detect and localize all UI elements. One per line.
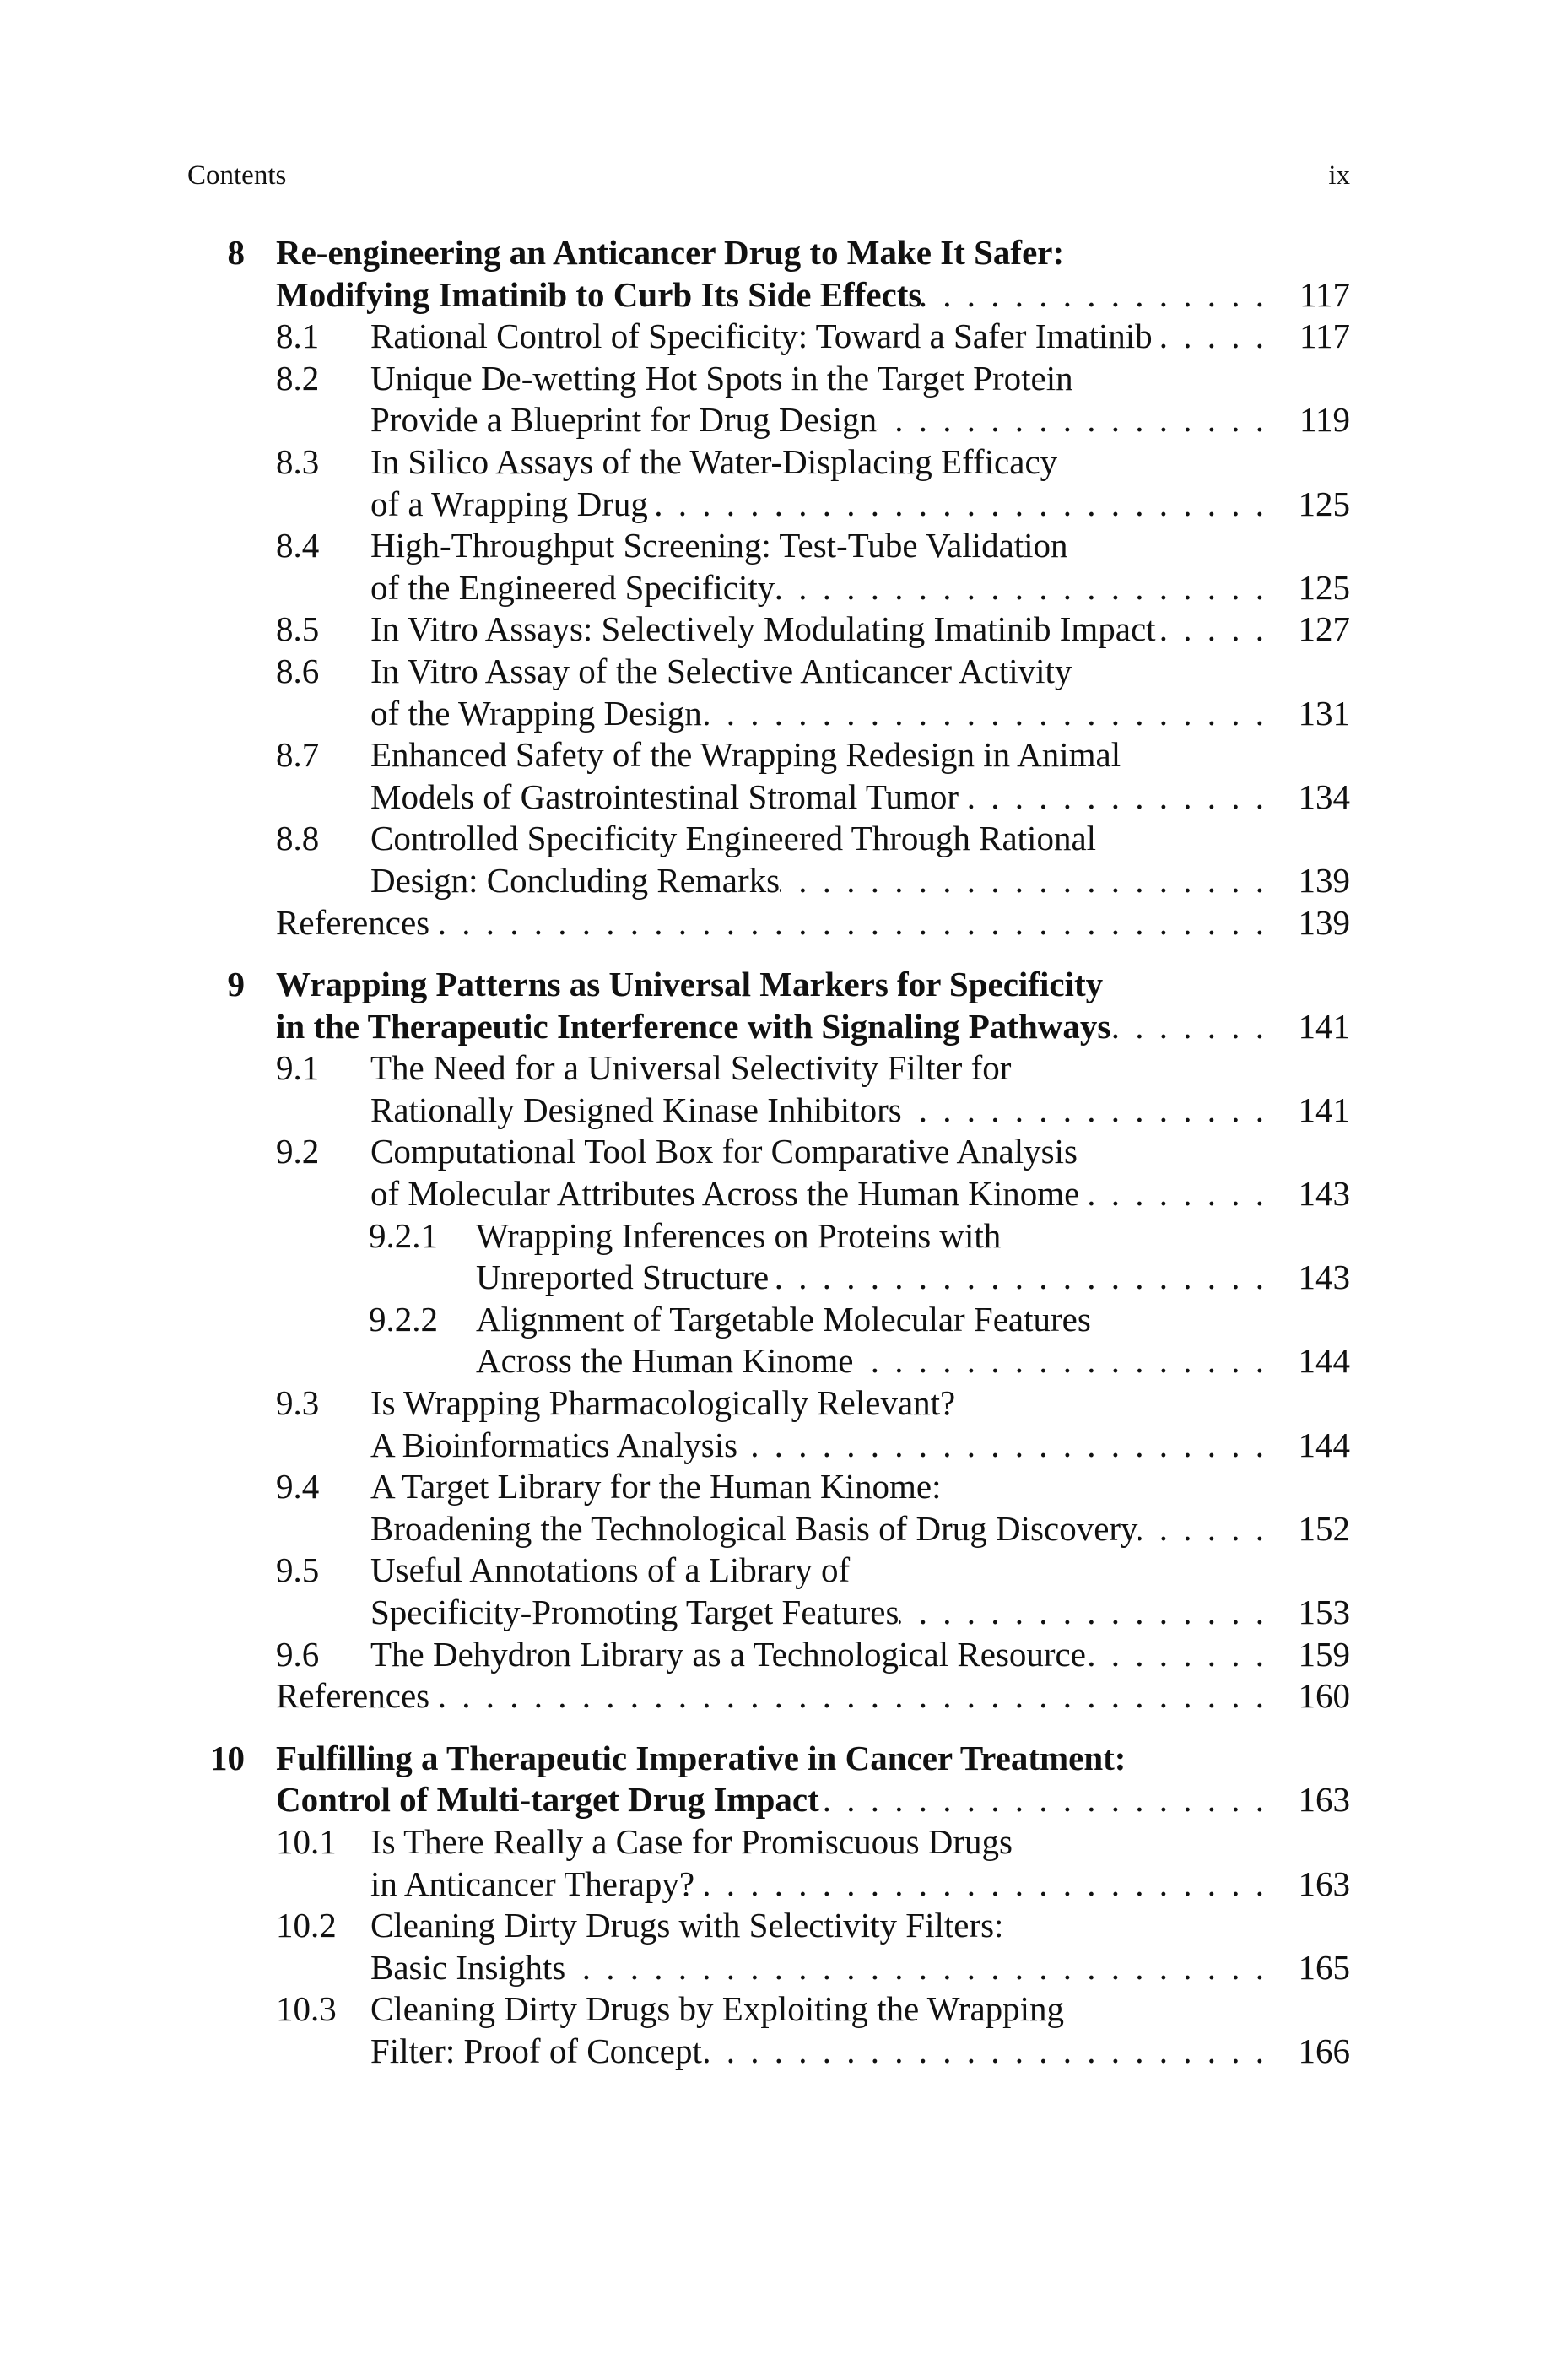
- dot-leader: [769, 1257, 1264, 1299]
- section-entry-line: [0, 693, 1545, 735]
- section-entry-title: In Vitro Assay of the Selective Anticancer Activity: [370, 651, 1072, 690]
- dot-leader: [702, 693, 1264, 735]
- section-entry-line: [0, 567, 1545, 609]
- section-entry-text: [370, 316, 1264, 358]
- section-entry-title: Rational Control of Specificity: Toward a Safer Imatinib: [370, 316, 1153, 356]
- section-entry-text: [370, 1466, 1264, 1508]
- section-entry-page: 159: [1298, 1634, 1350, 1674]
- section-entry-text: [370, 776, 1264, 819]
- chapter-entry-title: Fulfilling a Therapeutic Imperative in Cancer Treatment:: [276, 1738, 1126, 1777]
- section-entry-line: [0, 358, 1545, 400]
- dot-leader: [429, 1675, 1264, 1717]
- references-entry-page: 160: [1298, 1676, 1350, 1716]
- section-entry-number: 9.5: [276, 1550, 320, 1590]
- dot-leader: [1110, 1006, 1264, 1048]
- chapter-entry-text: [276, 274, 1264, 316]
- section-entry-title: of Molecular Attributes Across the Human Kinome: [370, 1174, 1080, 1214]
- chapter-entry-line: [0, 232, 1545, 274]
- section-entry-line: [0, 1382, 1545, 1425]
- section-entry-text: [370, 734, 1264, 776]
- section-entry-line: [0, 818, 1545, 860]
- section-entry-text: [370, 1173, 1264, 1215]
- chapter-entry-title: Wrapping Patterns as Universal Markers for Specificity: [276, 965, 1104, 1004]
- references-entry-line: [0, 902, 1545, 944]
- section-entry-title: Computational Tool Box for Comparative Analysis: [370, 1132, 1078, 1171]
- section-entry-page: 163: [1298, 1863, 1350, 1903]
- chapter-entry-line: [0, 1779, 1545, 1821]
- section-entry-line: [0, 734, 1545, 776]
- section-entry-text: [370, 1382, 1264, 1425]
- section-entry-title: The Dehydron Library as a Technological Resource: [370, 1634, 1086, 1674]
- section-entry-text: [370, 1425, 1264, 1467]
- section-entry-text: [370, 1550, 1264, 1592]
- chapter-entry-title: Control of Multi-target Drug Impact: [276, 1780, 819, 1820]
- section-entry-text: [370, 1634, 1264, 1676]
- dot-leader: [429, 902, 1264, 944]
- section-entry-page: 125: [1298, 567, 1350, 607]
- section-entry-title: Specificity-Promoting Target Features: [370, 1593, 899, 1631]
- subsection-entry-title: Unreported Structure: [476, 1258, 770, 1297]
- section-entry-page: 134: [1298, 776, 1350, 816]
- section-entry-text: [370, 1821, 1264, 1863]
- section-entry-number: 8.1: [276, 316, 320, 356]
- section-entry-number: 9.6: [276, 1634, 320, 1674]
- section-entry-text: [370, 693, 1264, 735]
- section-entry-text: [370, 1508, 1264, 1550]
- section-entry-number: 8.4: [276, 526, 320, 565]
- section-entry-title: In Silico Assays of the Water-Displacing Efficacy: [370, 441, 1058, 481]
- section-entry-text: [370, 2031, 1264, 2073]
- dot-leader: [1153, 316, 1264, 358]
- references-entry-page: 139: [1298, 902, 1350, 942]
- section-entry-number: 10.2: [276, 1906, 337, 1945]
- section-entry-line: [0, 651, 1545, 693]
- section-entry-title: Filter: Proof of Concept: [370, 2031, 702, 2070]
- subsection-entry-text: [476, 1340, 1264, 1382]
- section-entry-line: [0, 1131, 1545, 1173]
- section-entry-line: [0, 1947, 1545, 1989]
- chapter-entry-page: 163: [1298, 1780, 1350, 1820]
- section-entry-number: 8.7: [276, 735, 320, 775]
- section-entry-page: 165: [1298, 1947, 1350, 1987]
- section-entry-page: 143: [1298, 1174, 1350, 1214]
- section-entry-text: [370, 1047, 1264, 1090]
- section-entry-title: in Anticancer Therapy?: [370, 1863, 695, 1903]
- chapter-entry-title: Modifying Imatinib to Curb Its Side Effects: [276, 274, 922, 314]
- table-of-contents: [0, 232, 1545, 2073]
- section-entry-title: A Bioinformatics Analysis: [370, 1425, 738, 1464]
- subsection-entry-number: 9.2.1: [369, 1215, 438, 1255]
- section-entry-text: [370, 525, 1264, 567]
- dot-leader: [1079, 1173, 1264, 1215]
- section-entry-page: 144: [1298, 1425, 1350, 1464]
- section-entry-number: 10.3: [276, 1989, 337, 2029]
- section-entry-title: of the Wrapping Design: [370, 693, 702, 733]
- subsection-entry-page: 144: [1298, 1341, 1350, 1381]
- section-entry-line: [0, 860, 1545, 902]
- dot-leader: [775, 567, 1264, 609]
- section-entry-page: 119: [1299, 400, 1350, 440]
- section-entry-title: Broadening the Technological Basis of Drug Discovery: [370, 1508, 1138, 1548]
- section-entry-text: [370, 441, 1264, 484]
- section-entry-number: 9.4: [276, 1467, 320, 1506]
- section-entry-number: 8.8: [276, 819, 320, 858]
- section-entry-number: 9.3: [276, 1383, 320, 1423]
- dot-leader: [899, 1592, 1264, 1634]
- subsection-entry-title: Across the Human Kinome: [476, 1341, 854, 1381]
- chapter-entry-text: [276, 964, 1264, 1006]
- dot-leader: [1138, 1508, 1264, 1550]
- section-entry-title: Useful Annotations of a Library of: [370, 1550, 851, 1590]
- section-entry-line: [0, 1863, 1545, 1906]
- section-entry-line: [0, 776, 1545, 819]
- section-entry-title: Enhanced Safety of the Wrapping Redesign in Animal: [370, 735, 1121, 775]
- section-entry-title: of the Engineered Specificity: [370, 567, 775, 607]
- section-entry-line: [0, 1905, 1545, 1947]
- section-entry-title: The Need for a Universal Selectivity Filter for: [370, 1048, 1012, 1088]
- section-entry-page: 166: [1298, 2031, 1350, 2070]
- section-entry-text: [370, 1131, 1264, 1173]
- section-entry-page: 117: [1299, 316, 1350, 356]
- subsection-entry-line: [0, 1215, 1545, 1258]
- chapter-entry-number: 10: [210, 1738, 245, 1777]
- dot-leader: [1086, 1634, 1264, 1676]
- section-entry-text: [370, 818, 1264, 860]
- section-entry-line: [0, 316, 1545, 358]
- chapter-entry-text: [276, 232, 1264, 274]
- section-entry-line: [0, 2031, 1545, 2073]
- running-title: Contents: [187, 160, 287, 191]
- section-entry-title: Cleaning Dirty Drugs with Selectivity Filters:: [370, 1906, 1004, 1945]
- section-entry-title: Is Wrapping Pharmacologically Relevant?: [370, 1383, 956, 1423]
- subsection-entry-text: [476, 1215, 1264, 1258]
- section-entry-page: 131: [1298, 693, 1350, 733]
- chapter-entry-line: [0, 274, 1545, 316]
- section-entry-page: 152: [1298, 1508, 1350, 1548]
- subsection-entry-text: [476, 1299, 1264, 1341]
- section-entry-page: 127: [1298, 609, 1350, 649]
- dot-leader: [1156, 609, 1264, 651]
- section-entry-line: [0, 1047, 1545, 1090]
- section-entry-number: 9.2: [276, 1132, 320, 1171]
- chapter-entry-text: [276, 1779, 1264, 1821]
- references-entry-text: [276, 1675, 1264, 1717]
- subsection-entry-number: 9.2.2: [369, 1299, 438, 1339]
- section-entry-title: Design: Concluding Remarks: [370, 860, 781, 900]
- section-entry-number: 8.3: [276, 441, 320, 481]
- section-entry-title: Basic Insights: [370, 1947, 566, 1987]
- subsection-entry-line: [0, 1299, 1545, 1341]
- dot-leader: [854, 1340, 1265, 1382]
- chapter-entry-text: [276, 1738, 1264, 1780]
- section-entry-line: [0, 1634, 1545, 1676]
- dot-leader: [780, 860, 1264, 902]
- section-entry-page: 141: [1298, 1090, 1350, 1129]
- section-entry-text: [370, 567, 1264, 609]
- section-entry-line: [0, 1508, 1545, 1550]
- subsection-entry-line: [0, 1340, 1545, 1382]
- section-entry-title: Models of Gastrointestinal Stromal Tumor: [370, 776, 959, 816]
- section-entry-line: [0, 1090, 1545, 1132]
- dot-leader: [959, 776, 1264, 819]
- section-entry-line: [0, 1425, 1545, 1467]
- section-entry-line: [0, 1592, 1545, 1634]
- subsection-entry-page: 143: [1298, 1258, 1350, 1297]
- dot-leader: [694, 1863, 1264, 1906]
- section-entry-text: [370, 1863, 1264, 1906]
- section-entry-number: 9.1: [276, 1048, 320, 1088]
- section-entry-line: [0, 484, 1545, 526]
- section-entry-title: High-Throughput Screening: Test-Tube Validation: [370, 526, 1068, 565]
- references-entry-text: [276, 902, 1264, 944]
- section-entry-number: 10.1: [276, 1821, 337, 1861]
- section-entry-text: [370, 1905, 1264, 1947]
- dot-leader: [819, 1779, 1264, 1821]
- section-entry-title: Provide a Blueprint for Drug Design: [370, 400, 878, 440]
- section-entry-text: [370, 860, 1264, 902]
- page-header: [187, 156, 1350, 195]
- chapter-entry-title: Re-engineering an Anticancer Drug to Make It Safer:: [276, 233, 1065, 272]
- section-entry-page: 139: [1298, 860, 1350, 900]
- subsection-entry-text: [476, 1257, 1264, 1299]
- section-entry-line: [0, 1173, 1545, 1215]
- section-entry-title: Cleaning Dirty Drugs by Exploiting the Wrapping: [370, 1989, 1065, 2029]
- section-entry-line: [0, 1821, 1545, 1863]
- section-entry-number: 8.6: [276, 651, 320, 690]
- chapter-entry-line: [0, 964, 1545, 1006]
- chapter-entry-number: 8: [227, 233, 245, 272]
- section-entry-text: [370, 484, 1264, 526]
- references-entry-title: References: [276, 1676, 430, 1716]
- chapter-entry-line: [0, 1006, 1545, 1048]
- section-entry-page: 125: [1298, 484, 1350, 523]
- chapter-entry-text: [276, 1006, 1264, 1048]
- dot-leader: [921, 274, 1264, 316]
- dot-leader: [565, 1947, 1264, 1989]
- chapter-entry-title: in the Therapeutic Interference with Signaling Pathways: [276, 1006, 1111, 1046]
- section-entry-title: Rationally Designed Kinase Inhibitors: [370, 1090, 902, 1129]
- section-entry-title: Controlled Specificity Engineered Through Rational: [370, 819, 1097, 858]
- section-entry-text: [370, 1592, 1264, 1634]
- section-entry-title: of a Wrapping Drug: [370, 484, 648, 523]
- section-entry-text: [370, 1988, 1264, 2031]
- section-entry-line: [0, 399, 1545, 441]
- section-entry-title: A Target Library for the Human Kinome:: [370, 1467, 942, 1506]
- section-entry-line: [0, 1550, 1545, 1592]
- dot-leader: [737, 1425, 1264, 1467]
- references-entry-line: [0, 1675, 1545, 1717]
- section-entry-number: 8.2: [276, 358, 320, 398]
- section-entry-line: [0, 1466, 1545, 1508]
- subsection-entry-title: Alignment of Targetable Molecular Features: [476, 1299, 1091, 1339]
- section-entry-text: [370, 609, 1264, 651]
- section-entry-title: Unique De-wetting Hot Spots in the Target Protein: [370, 358, 1073, 398]
- chapter-entry-number: 9: [227, 965, 245, 1004]
- section-entry-title: Is There Really a Case for Promiscuous Drugs: [370, 1821, 1013, 1861]
- dot-leader: [702, 2031, 1264, 2073]
- subsection-entry-title: Wrapping Inferences on Proteins with: [476, 1215, 1002, 1255]
- dot-leader: [648, 484, 1264, 526]
- references-entry-title: References: [276, 902, 430, 942]
- chapter-entry-page: 141: [1298, 1006, 1350, 1046]
- section-entry-number: 8.5: [276, 609, 320, 649]
- subsection-entry-line: [0, 1257, 1545, 1299]
- section-entry-text: [370, 1090, 1264, 1132]
- section-entry-line: [0, 609, 1545, 651]
- chapter-entry-line: [0, 1738, 1545, 1780]
- section-entry-title: In Vitro Assays: Selectively Modulating Imatinib Impact: [370, 609, 1156, 649]
- dot-leader: [877, 399, 1264, 441]
- section-entry-text: [370, 651, 1264, 693]
- section-entry-line: [0, 1988, 1545, 2031]
- chapter-entry-page: 117: [1299, 274, 1350, 314]
- section-entry-text: [370, 358, 1264, 400]
- section-entry-page: 153: [1298, 1593, 1350, 1631]
- dot-leader: [902, 1090, 1264, 1132]
- section-entry-text: [370, 1947, 1264, 1989]
- section-entry-text: [370, 399, 1264, 441]
- page-number: ix: [1328, 160, 1350, 191]
- section-entry-line: [0, 441, 1545, 484]
- section-entry-line: [0, 525, 1545, 567]
